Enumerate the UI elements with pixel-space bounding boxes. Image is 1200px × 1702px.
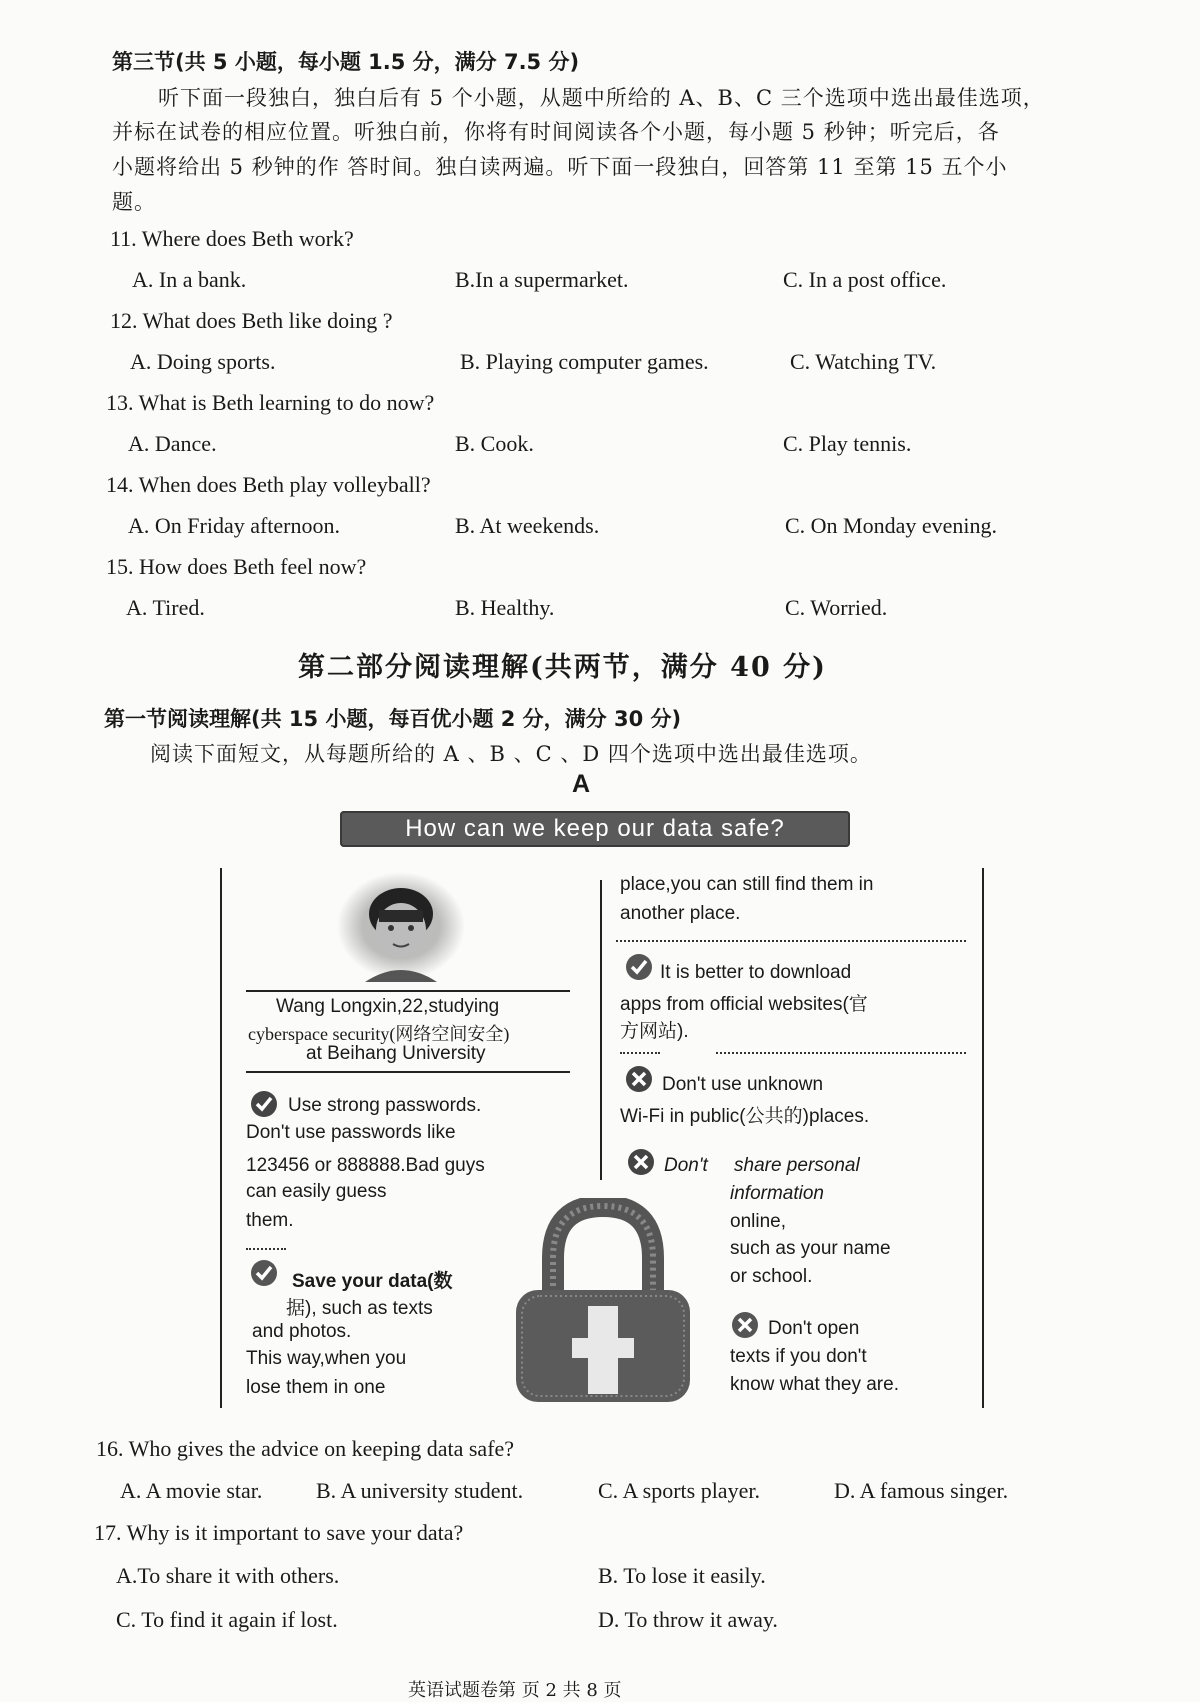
page-footer: 英语试题卷第 页 2 共 8 页 [408,1680,622,1701]
tip1-line2: Don't use passwords like [246,1122,456,1143]
padlock-icon [508,1198,698,1408]
part2-title: 第二部分阅读理解(共两节，满分 40 分) [298,652,827,683]
tip6-line1: Don't open [768,1318,860,1339]
section3-instruction-line2: 并标在试卷的相应位置。听独白前，你将有时间阅读各个小题，每小题 5 秒钟；听完后，各 [112,120,1000,144]
question-14: 14. When does Beth play volleyball? [106,472,431,497]
caption-line2: cyberspace security(网络空间安全) [248,1024,510,1044]
q13-option-c: C. Play tennis. [783,431,912,456]
cross-circle-icon [624,1064,654,1094]
q13-option-b: B. Cook. [455,431,534,456]
tip2-line4: This way,when you [246,1348,407,1369]
poster-left-border [220,868,222,1408]
q16-option-a: A. A movie star. [120,1478,263,1503]
question-15: 15. How does Beth feel now? [106,554,367,579]
check-circle-icon [249,1258,279,1288]
q17-option-b: B. To lose it easily. [598,1563,766,1588]
poster-right-border [982,868,984,1408]
cross-circle-icon [626,1147,656,1177]
tip-separator [620,1052,660,1054]
caption-line3: at Beihang University [306,1043,486,1064]
tip1-line1: Use strong passwords. [288,1095,482,1116]
tip2-line5: lose them in one [246,1377,386,1398]
tip2-continued-line2: another place. [620,903,741,924]
question-12: 12. What does Beth like doing ? [110,308,393,333]
question-13: 13. What is Beth learning to do now? [106,390,435,415]
tip2-line1: Save your data(数 [292,1271,453,1292]
q11-option-c: C. In a post office. [783,267,947,292]
tip6-line3: know what they are. [730,1374,899,1395]
tip5-line4: or school. [730,1266,813,1287]
tip5-line1: information [730,1183,824,1204]
check-circle-icon [624,952,654,982]
check-circle-icon [249,1089,279,1119]
q17-option-c: C. To find it again if lost. [116,1607,338,1632]
q16-option-c: C. A sports player. [598,1478,760,1503]
q16-option-b: B. A university student. [316,1478,524,1503]
caption-line1: Wang Longxin,22,studying [276,996,500,1017]
caption-top-rule [246,990,570,992]
question-16: 16. Who gives the advice on keeping data safe? [96,1436,515,1461]
question-17: 17. Why is it important to save your data? [94,1520,464,1545]
q15-option-b: B. Healthy. [455,595,555,620]
q16-option-d: D. A famous singer. [834,1478,1009,1503]
poster-banner: How can we keep our data safe? [340,811,850,847]
section3-instruction-line4: 题。 [112,190,156,214]
tip5-head-word: Don't [664,1155,708,1176]
q11-option-b: B.In a supermarket. [455,267,629,292]
tip3-line1: It is better to download [660,962,852,983]
q12-option-b: B. Playing computer games. [460,349,709,374]
part2-section1-instruction: 阅读下面短文，从每题所给的 A 、B 、C 、D 四个选项中选出最佳选项。 [150,742,872,766]
passage-letter: A [572,770,591,798]
q17-option-d: D. To throw it away. [598,1607,778,1632]
q14-option-a: A. On Friday afternoon. [128,513,341,538]
tip1-line4: can easily guess [246,1181,387,1202]
tip1-line3: 123456 or 888888.Bad guys [246,1155,485,1176]
q15-option-c: C. Worried. [785,595,888,620]
tip2-line3: and photos. [252,1321,352,1342]
tip6-line2: texts if you don't [730,1346,867,1367]
section3-instruction-line1: 听下面一段独白，独白后有 5 个小题，从题中所给的 A、B、C 三个选项中选出最佳选项， [158,86,1045,110]
tip3-line3: 方网站). [620,1021,689,1042]
section3-instruction-line3: 小题将给出 5 秒钟的作 答时间。独白读两遍。听下面一段独白，回答第 11 至第 15 五个小 [112,155,1008,179]
q15-option-a: A. Tired. [126,595,205,620]
question-11: 11. Where does Beth work? [110,226,354,251]
part2-section1-heading: 第一节阅读理解(共 15 小题，每百优小题 2 分，满分 30 分) [104,707,682,731]
tip2-continued-line1: place,you can still find them in [620,874,874,895]
tip5-head-rest: share personal [734,1155,860,1176]
tip-separator [716,1052,966,1054]
tip4-line2: Wi-Fi in public(公共的)places. [620,1106,870,1127]
cross-circle-icon [730,1310,760,1340]
tip-separator [246,1248,286,1250]
tip3-line2: apps from official websites(官 [620,994,868,1015]
tip4-line1: Don't use unknown [662,1074,824,1095]
tip2-line2: 据), such as texts [286,1298,433,1319]
q13-option-a: A. Dance. [128,431,217,456]
caption-bottom-rule [246,1071,570,1073]
q14-option-c: C. On Monday evening. [785,513,998,538]
tip5-line3: such as your name [730,1238,891,1259]
tip5-line2: online, [730,1211,786,1232]
q17-option-a: A.To share it with others. [116,1563,340,1588]
tip1-line5: them. [246,1210,294,1231]
q14-option-b: B. At weekends. [455,513,600,538]
section3-heading: 第三节(共 5 小题，每小题 1.5 分，满分 7.5 分) [112,50,580,74]
tip-separator [616,940,966,942]
q12-option-a: A. Doing sports. [130,349,276,374]
poster-middle-divider [600,880,602,1180]
q11-option-a: A. In a bank. [132,267,247,292]
q12-option-c: C. Watching TV. [790,349,937,374]
portrait-photo [335,870,467,982]
